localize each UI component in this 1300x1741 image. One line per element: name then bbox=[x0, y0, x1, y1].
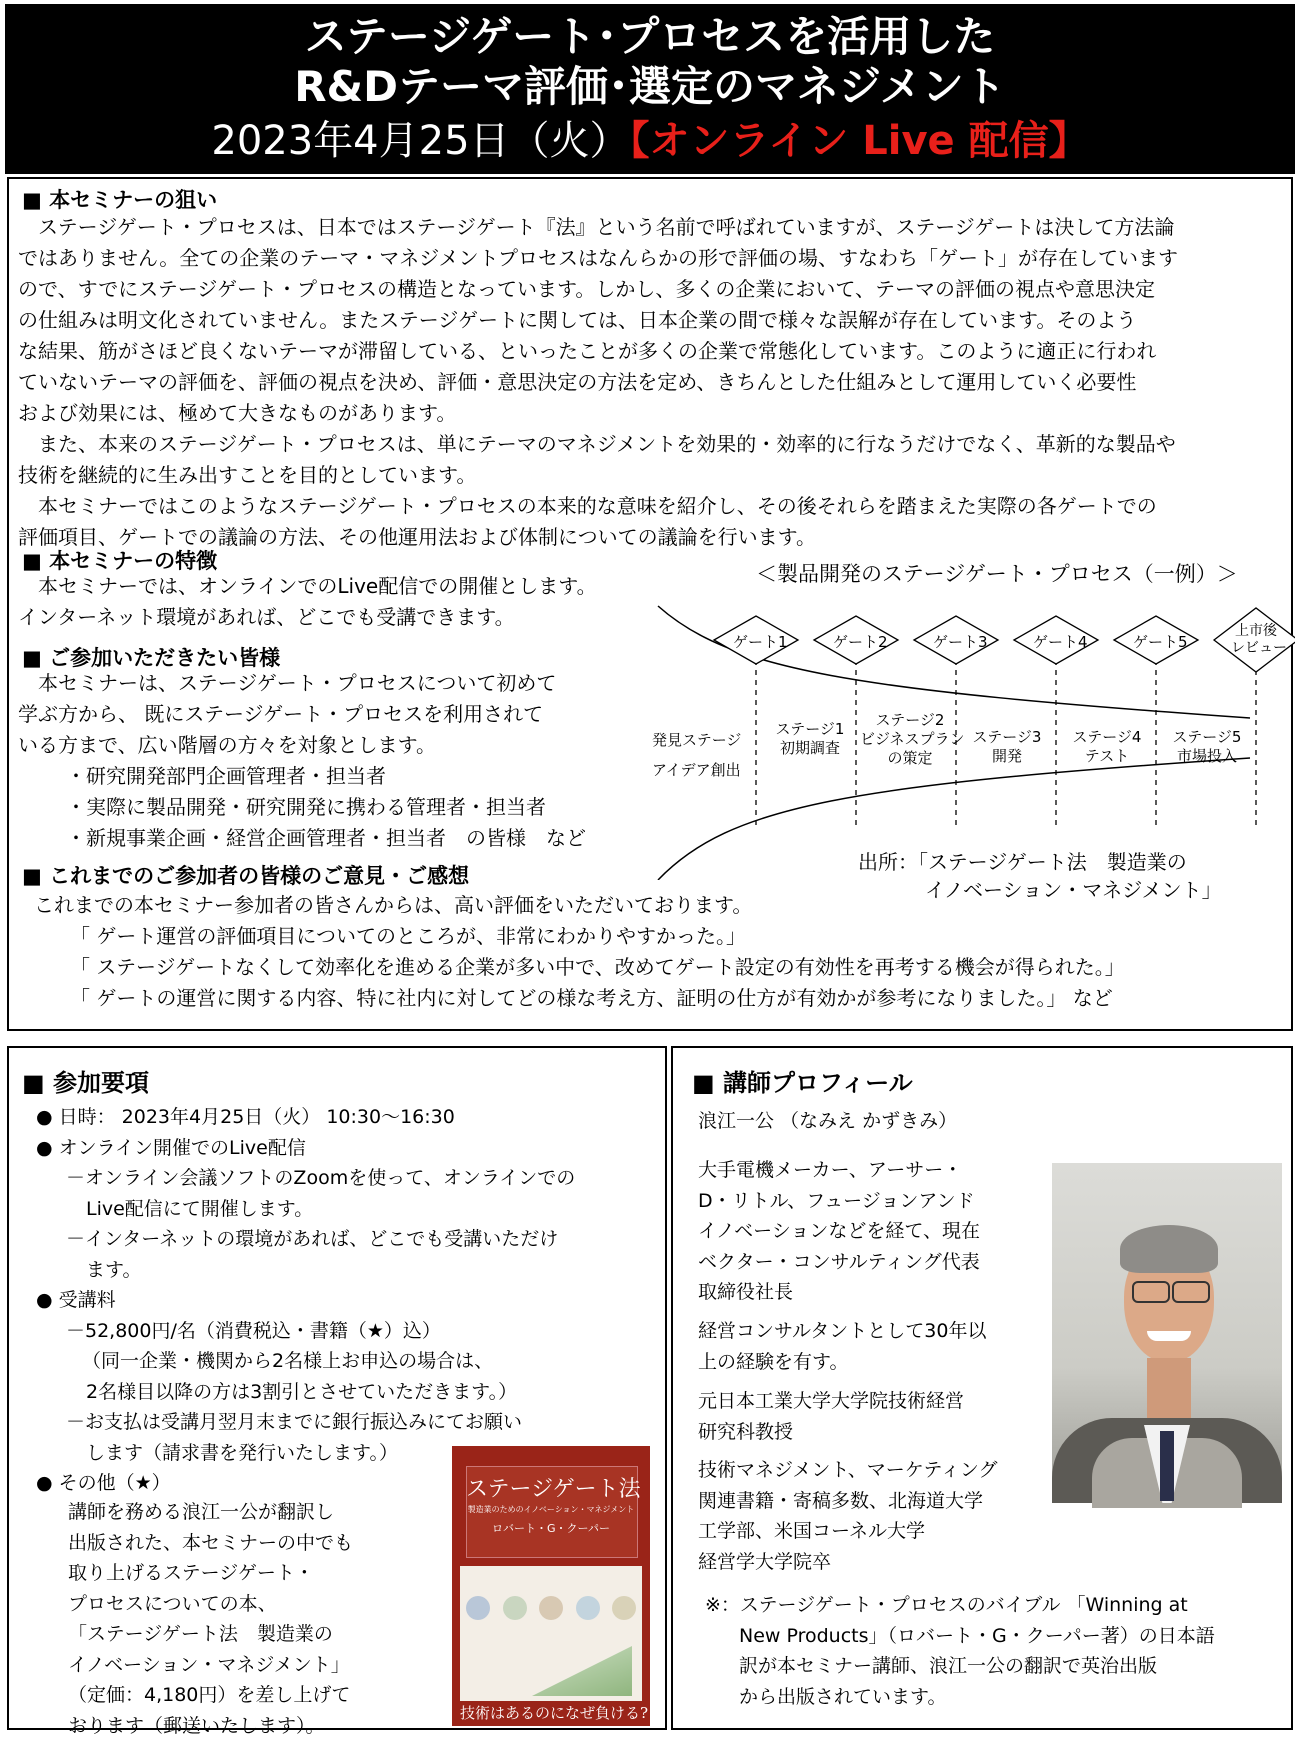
gate-label: ゲート3 bbox=[933, 631, 979, 652]
req-line: Live配信にて開催します。 bbox=[36, 1194, 575, 1225]
aim-line: の仕組みは明文化されていません。またステージゲートに関しては、日本企業の間で様々な誤解が存在しています。そのよう bbox=[18, 305, 1178, 336]
title-line-1: ステージゲート･プロセスを活用した bbox=[5, 12, 1295, 62]
aim-line: また、本来のステージゲート・プロセスは、単にテーマのマネジメントを効果的・効率的に行なうだけでなく、革新的な製品や bbox=[18, 429, 1178, 460]
target-line: 本セミナーは、ステージゲート・プロセスについて初めて bbox=[18, 668, 586, 699]
aim-line: ステージゲート・プロセスは、日本ではステージゲート『法』という名前で呼ばれていますが、ステージゲートは決して方法論 bbox=[18, 212, 1178, 243]
aim-line: 評価項目、ゲートでの議論の方法、その他運用法および体制についての議論を行います。 bbox=[18, 522, 1178, 553]
gate-label-review: 上市後 レビュー bbox=[1231, 623, 1281, 657]
voice-quote: 「 ゲート運営の評価項目についてのところが、非常にわかりやすかった。」 bbox=[70, 920, 746, 949]
voices-intro: これまでの本セミナー参加者の皆さんからは、高い評価をいただいております。 bbox=[34, 889, 752, 918]
req-line: ます。 bbox=[36, 1255, 575, 1286]
aim-line: な結果、筋がさほど良くないテーマが滞留している、といったことが多くの企業で常態化しています。このように適正に行われ bbox=[18, 336, 1178, 367]
lecturer-name: 浪江一公 （なみえ かずきみ） bbox=[698, 1106, 957, 1137]
bio-block-1: 大手電機メーカー、アーサー・ D・リトル、フュージョンアンド イノベーションなどを経て、現在 ベクター・コンサルティング代表 取締役社長 bbox=[698, 1155, 980, 1308]
gate-label: ゲート5 bbox=[1133, 631, 1179, 652]
aim-line: ではありません。全ての企業のテーマ・マネジメントプロセスはなんらかの形で評価の場、すなわち「ゲート」が存在しています bbox=[18, 243, 1178, 274]
other-line: （定価：4,180円）を差し上げて bbox=[68, 1680, 353, 1711]
stage-label: ステージ4 テスト bbox=[1062, 728, 1152, 766]
req-line: ● オンライン開催でのLive配信 bbox=[36, 1133, 575, 1164]
book-author: ロバート・G・クーパー bbox=[462, 1520, 640, 1536]
translation-note: ※：ステージゲート・プロセスのバイブル 「Winning at New Products」（ロバート・G・クーパー著）の日本語 訳が本セミナー講師、浪江一公の翻訳で英治出版 から出版されています。 bbox=[705, 1590, 1215, 1712]
diagram-source-line2: イノベーション・マネジメント」 bbox=[925, 874, 1222, 903]
aim-line: 本セミナーではこのようなステージゲート・プロセスの本来的な意味を紹介し、その後それらを踏まえた実際の各ゲートでの bbox=[18, 491, 1178, 522]
gate-label: ゲート2 bbox=[833, 631, 879, 652]
book-subtitle: 製造業のためのイノベーション・マネジメント bbox=[462, 1504, 640, 1515]
req-line: ● 日時： 2023年4月25日（火） 10:30～16:30 bbox=[36, 1102, 575, 1133]
aim-line: および効果には、極めて大きなものがあります。 bbox=[18, 398, 1178, 429]
req-line: （同一企業・機関から2名様上お申込の場合は、 bbox=[36, 1346, 575, 1377]
bio-block-3: 元日本工業大学大学院技術経営 研究科教授 bbox=[698, 1386, 964, 1447]
other-line: 出版された、本セミナーの中でも bbox=[68, 1528, 353, 1559]
aim-body bbox=[18, 212, 1178, 553]
lecturer-photo bbox=[1052, 1163, 1282, 1503]
voice-quote: 「 ゲートの運営に関する内容、特に社内に対してどの様な考え方、証明の仕方が有効かが参考になりました。」 など bbox=[70, 982, 1113, 1011]
event-date: 2023年4月25日（火） bbox=[211, 118, 629, 164]
req-line: －お支払は受講月翌月末までに銀行振込みにてお願い bbox=[36, 1407, 575, 1438]
req-line: －インターネットの環境があれば、どこでも受講いただけ bbox=[36, 1224, 575, 1255]
req-line: 2名様目以降の方は3割引とさせていただきます。） bbox=[36, 1377, 575, 1408]
diagram-title: ＜製品開発のステージゲート・プロセス（一例）＞ bbox=[756, 558, 1238, 588]
gate-label: ゲート1 bbox=[733, 631, 779, 652]
req-line: －オンライン会議ソフトのZoomを使って、オンラインでの bbox=[36, 1163, 575, 1194]
stage-label: 発見ステージ アイデア創出 bbox=[652, 725, 741, 785]
target-line: ・研究開発部門企画管理者・担当者 bbox=[18, 761, 586, 792]
other-line: 講師を務める浪江一公が翻訳し bbox=[68, 1497, 353, 1528]
stage-label: ステージ5 市場投入 bbox=[1162, 728, 1252, 766]
gate-label: ゲート4 bbox=[1033, 631, 1079, 652]
other-line: プロセスについての本、 bbox=[68, 1589, 353, 1620]
other-line: おります（郵送いたします）。 bbox=[68, 1711, 353, 1741]
stage-label: ステージ3 開発 bbox=[962, 728, 1052, 766]
other-line: 取り上げるステージゲート・ bbox=[68, 1558, 353, 1589]
event-date-line bbox=[5, 116, 1295, 166]
book-title: ステージゲート法 bbox=[466, 1472, 636, 1503]
aim-line: 技術を継続的に生み出すことを目的としています。 bbox=[18, 460, 1178, 491]
target-heading: ■ ご参加いただきたい皆様 bbox=[22, 642, 280, 672]
stage-label: ステージ1 初期調査 bbox=[770, 720, 850, 758]
requirements-body bbox=[36, 1102, 575, 1499]
target-line: ・新規事業企画・経営企画管理者・担当者 の皆様 など bbox=[18, 823, 586, 854]
profile-heading: ■ 講師プロフィール bbox=[692, 1063, 913, 1098]
req-line: ● その他（★） bbox=[36, 1468, 575, 1499]
aim-line: ので、すでにステージゲート・プロセスの構造となっています。しかし、多くの企業において、テーマの評価の視点や意思決定 bbox=[18, 274, 1178, 305]
book-cover-image bbox=[452, 1446, 650, 1726]
aim-line: ていないテーマの評価を、評価の視点を決め、評価・意思決定の方法を定め、きちんとした仕組みとして運用していく必要性 bbox=[18, 367, 1178, 398]
feature-line: 本セミナーでは、オンラインでのLive配信での開催とします。 bbox=[18, 571, 597, 602]
requirements-heading: ■ 参加要項 bbox=[22, 1063, 149, 1098]
book-illustration bbox=[466, 1596, 636, 1626]
diagram-source-line1: 出所：「ステージゲート法 製造業の bbox=[858, 846, 1187, 875]
target-line: いる方まで、広い階層の方々を対象とします。 bbox=[18, 730, 586, 761]
feature-heading: ■ 本セミナーの特徴 bbox=[22, 545, 217, 575]
req-line: します（請求書を発行いたします。） bbox=[36, 1438, 575, 1469]
feature-line: インターネット環境があれば、どこでも受講できます。 bbox=[18, 602, 597, 633]
other-body bbox=[68, 1497, 353, 1741]
req-line: －52,800円/名（消費税込・書籍（★）込） bbox=[36, 1316, 575, 1347]
other-line: イノベーション・マネジメント」 bbox=[68, 1650, 353, 1681]
target-body bbox=[18, 668, 586, 854]
book-bottom-text: 技術はあるのになぜ負ける? bbox=[460, 1702, 642, 1723]
target-line: 学ぶ方から、 既にステージゲート・プロセスを利用されて bbox=[18, 699, 586, 730]
aim-heading: ■ 本セミナーの狙い bbox=[22, 184, 217, 214]
header-banner bbox=[5, 4, 1295, 174]
online-badge: 【オンライン Live 配信】 bbox=[630, 118, 1089, 164]
stage-label: ステージ2 ビジネスプラン の策定 bbox=[860, 711, 960, 768]
feature-body bbox=[18, 571, 597, 633]
other-line: 「ステージゲート法 製造業の bbox=[68, 1619, 353, 1650]
voices-heading: ■ これまでのご参加者の皆様のご意見・ご感想 bbox=[22, 860, 469, 890]
voice-quote: 「 ステージゲートなくして効率化を進める企業が多い中で、改めてゲート設定の有効性を再考する機会が得られた。」 bbox=[70, 951, 1125, 980]
target-line: ・実際に製品開発・研究開発に携わる管理者・担当者 bbox=[18, 792, 586, 823]
bio-block-4: 技術マネジメント、マーケティング 関連書籍・寄稿多数、北海道大学 工学部、米国コーネル大学 経営学大学院卒 bbox=[698, 1455, 997, 1577]
title-line-2: R&Dテーマ評価･選定のマネジメント bbox=[5, 62, 1295, 112]
bio-block-2: 経営コンサルタントとして30年以 上の経験を有す。 bbox=[698, 1316, 986, 1377]
req-line: ● 受講料 bbox=[36, 1285, 575, 1316]
